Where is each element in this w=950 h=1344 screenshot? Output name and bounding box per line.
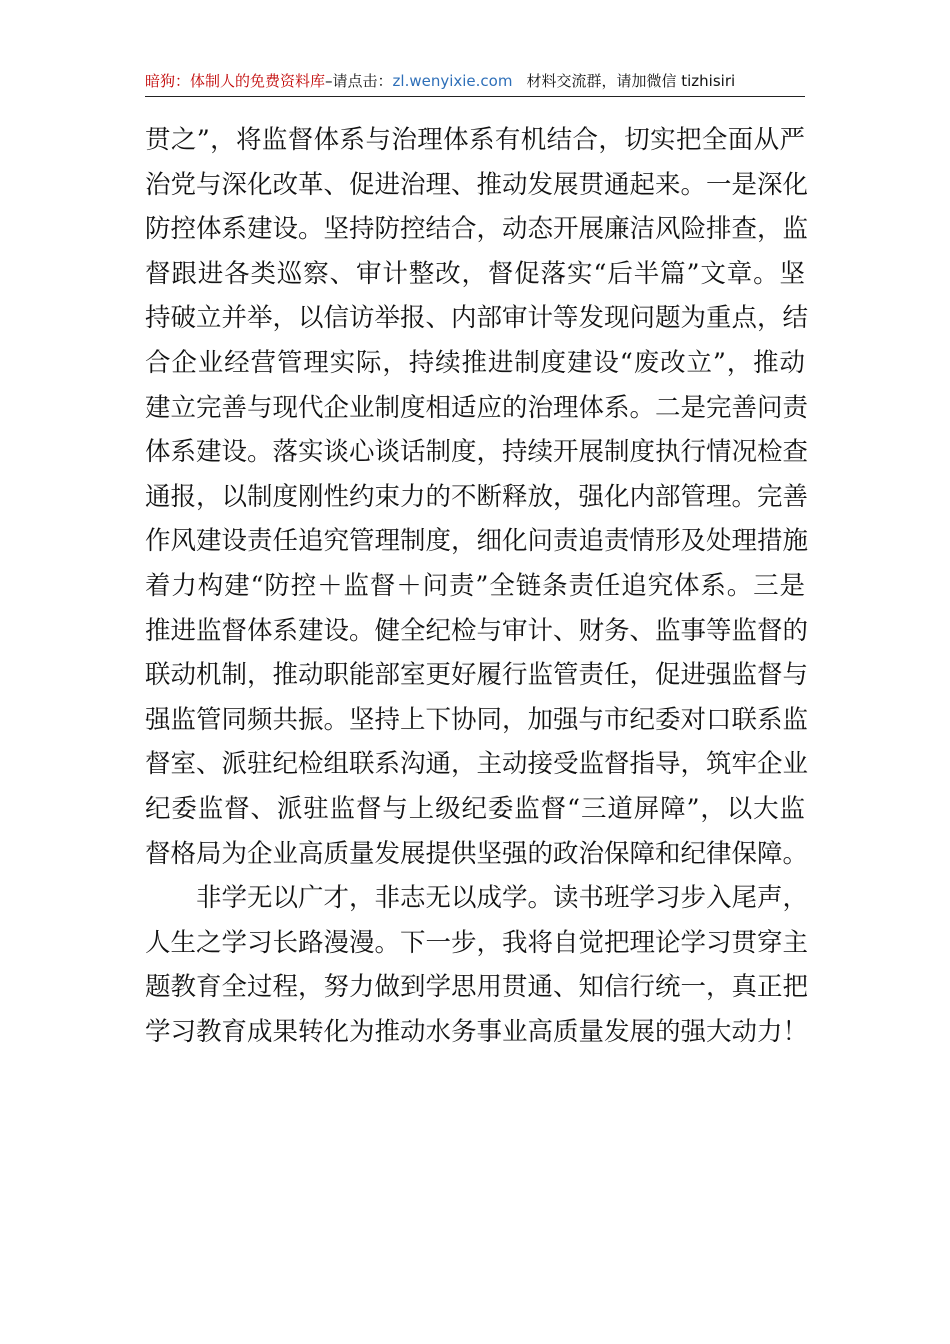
text-line: 推进监督体系建设。健全纪检与审计、财务、监事等监督的	[145, 615, 809, 646]
header-brand: 暗狗：体制人的免费资料库	[145, 72, 326, 90]
text-line: 治党与深化改革、促进治理、推动发展贯通起来。一是深化	[145, 169, 809, 200]
text-line: 防控体系建设。坚持防控结合，动态开展廉洁风险排查，监	[145, 214, 809, 245]
text-line: 联动机制，推动职能部室更好履行监管责任，促进强监督与	[145, 660, 809, 691]
text-line: 督室、派驻纪检组联系沟通，主动接受监督指导，筑牢企业	[145, 749, 809, 780]
page-header	[145, 68, 805, 94]
text-line: 通报，以制度刚性约束力的不断释放，强化内部管理。完善	[145, 481, 809, 512]
text-line: 贯之”，将监督体系与治理体系有机结合，切实把全面从严	[145, 125, 805, 155]
text-line: 体系建设。落实谈心谈话制度，持续开展制度执行情况检查	[145, 437, 809, 468]
text-line: 督跟进各类巡察、审计整改，督促落实“后半篇”文章。坚	[145, 258, 805, 289]
text-line: 持破立并举，以信访举报、内部审计等发现问题为重点，结	[145, 303, 809, 334]
paragraph-1	[145, 118, 809, 876]
text-line: 着力构建“防控＋监督＋问责”全链条责任追究体系。三是	[145, 570, 805, 601]
header-link[interactable]: zl.wenyixie.com	[392, 72, 513, 90]
text-line: 非学无以广才，非志无以成学。读书班学习步入尾声，	[196, 883, 809, 914]
header-divider	[145, 96, 805, 97]
text-line: 督格局为企业高质量发展提供坚强的政治保障和纪律保障。	[145, 838, 809, 869]
text-line: 建立完善与现代企业制度相适应的治理体系。二是完善问责	[145, 392, 809, 423]
text-line: 纪委监督、派驻监督与上级纪委监督“三道屏障”，以大监	[145, 793, 805, 824]
text-line: 题教育全过程，努力做到学思用贯通、知信行统一，真正把	[145, 972, 809, 1003]
text-line: 作风建设责任追究管理制度，细化问责追责情形及处理措施	[145, 526, 809, 557]
text-line: 学习教育成果转化为推动水务事业高质量发展的强大动力！	[145, 1016, 809, 1047]
document-body	[145, 118, 809, 1054]
header-note: 材料交流群，请加微信 tizhisiri	[526, 72, 736, 90]
text-line: 强监管同频共振。坚持上下协同，加强与市纪委对口联系监	[145, 704, 809, 735]
text-line: 合企业经营管理实际，持续推进制度建设“废改立”，推动	[145, 347, 805, 378]
header-separator: –请点击：	[325, 72, 393, 90]
text-line: 人生之学习长路漫漫。下一步，我将自觉把理论学习贯穿主	[145, 927, 809, 958]
paragraph-2	[145, 876, 809, 1054]
